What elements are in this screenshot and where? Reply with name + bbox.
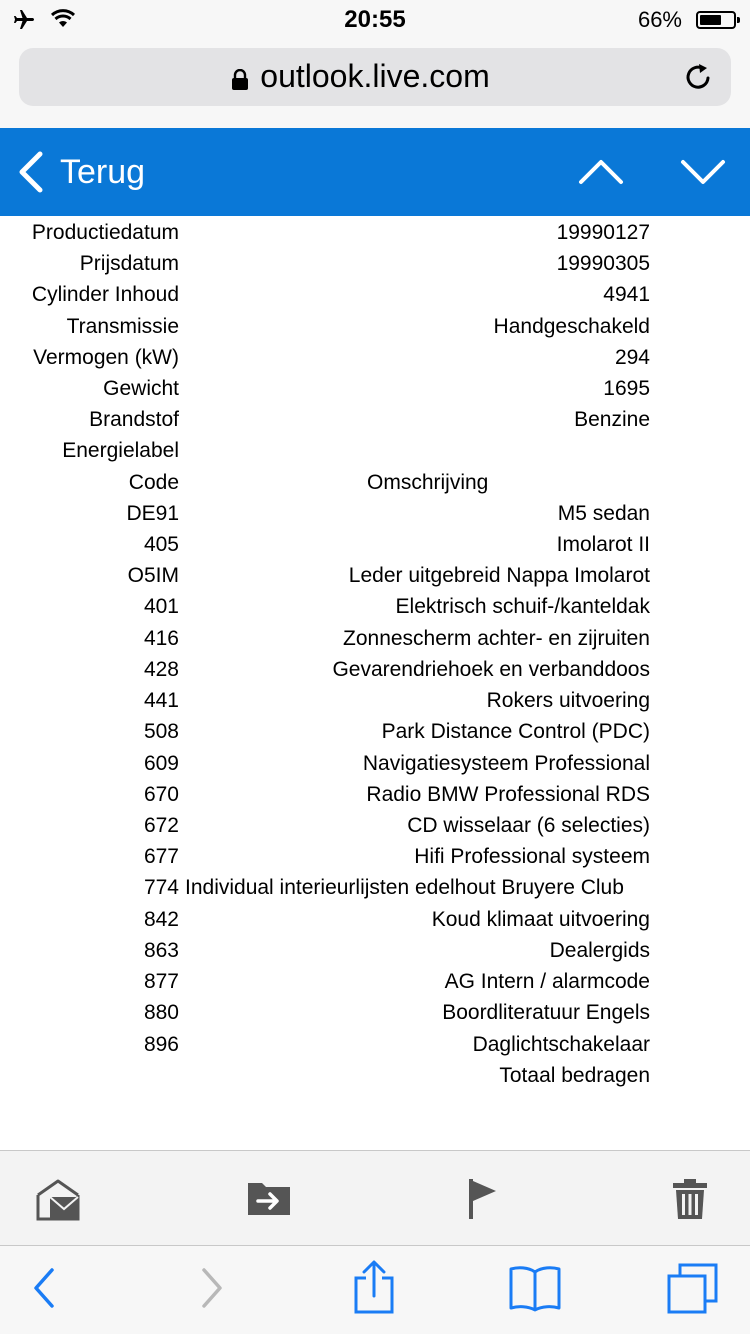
- option-description: Rokers uitvoering: [486, 689, 650, 712]
- share-icon[interactable]: [352, 1260, 396, 1316]
- option-row: [0, 935, 750, 966]
- spec-label: Transmissie: [66, 315, 179, 338]
- browser-back-icon[interactable]: [28, 1264, 58, 1312]
- option-row: [0, 623, 750, 654]
- mail-action-toolbar: [0, 1150, 750, 1246]
- option-code: 896: [143, 1033, 179, 1056]
- spec-row: [0, 373, 750, 404]
- back-label: Terug: [60, 152, 146, 191]
- message-body: [0, 216, 750, 1150]
- spec-value: 4941: [603, 283, 650, 306]
- option-code: 677: [143, 845, 179, 868]
- battery-icon: [696, 11, 736, 29]
- spec-label: Brandstof: [89, 408, 179, 431]
- option-row: [0, 966, 750, 997]
- option-code: 405: [143, 533, 179, 556]
- option-code: O5IM: [127, 564, 179, 587]
- spec-label: Vermogen (kW): [33, 346, 179, 369]
- delete-trash-icon[interactable]: [672, 1177, 708, 1221]
- option-code: 401: [143, 595, 179, 618]
- option-row: [0, 997, 750, 1028]
- option-description: Leder uitgebreid Nappa Imolarot: [348, 564, 650, 587]
- option-row: [0, 904, 750, 935]
- spec-row: [0, 404, 750, 435]
- option-row: [0, 872, 750, 903]
- option-description: Hifi Professional systeem: [414, 845, 650, 868]
- option-description: Zonnescherm achter- en zijruiten: [343, 627, 650, 650]
- spec-value: 19990305: [556, 252, 650, 275]
- options-header-row: [0, 467, 750, 498]
- chevron-left-icon: [16, 150, 44, 194]
- option-description: AG Intern / alarmcode: [444, 970, 650, 993]
- spec-row: [0, 342, 750, 373]
- spec-label: Gewicht: [103, 377, 179, 400]
- spec-label: Cylinder Inhoud: [31, 283, 179, 306]
- option-code: 508: [143, 720, 179, 743]
- option-code: 880: [143, 1001, 179, 1024]
- option-row: [0, 591, 750, 622]
- spec-label: Productiedatum: [31, 221, 179, 244]
- option-description: Imolarot II: [556, 533, 650, 556]
- address-bar[interactable]: [19, 48, 731, 106]
- option-description: Gevarendriehoek en verbanddoos: [332, 658, 650, 681]
- spec-value: 1695: [603, 377, 650, 400]
- browser-url-area: [0, 40, 750, 128]
- description-header: Omschrijving: [367, 471, 489, 494]
- option-description: Boordliteratuur Engels: [442, 1001, 650, 1024]
- message-nav-bar: [0, 128, 750, 216]
- total-label: Totaal bedragen: [499, 1064, 650, 1087]
- browser-forward-icon[interactable]: [196, 1264, 226, 1312]
- option-description: Radio BMW Professional RDS: [366, 783, 650, 806]
- option-row: [0, 1029, 750, 1060]
- code-header: Code: [128, 471, 179, 494]
- option-description: Individual interieurlijsten edelhout Bruyere Club: [185, 876, 624, 899]
- option-row: [0, 654, 750, 685]
- option-row: [0, 685, 750, 716]
- spec-value: Handgeschakeld: [493, 315, 650, 338]
- browser-toolbar: [0, 1246, 750, 1334]
- flag-icon[interactable]: [466, 1177, 500, 1221]
- back-button[interactable]: [16, 148, 145, 196]
- spec-value: 294: [614, 346, 650, 369]
- spec-label: Energielabel: [62, 439, 179, 462]
- option-row: [0, 748, 750, 779]
- spec-value: 19990127: [556, 221, 650, 244]
- total-row: [0, 1060, 750, 1091]
- option-code: 672: [143, 814, 179, 837]
- option-row: [0, 810, 750, 841]
- clock: 20:55: [344, 6, 406, 33]
- bookmarks-icon[interactable]: [508, 1264, 562, 1312]
- mark-read-open-envelope-icon[interactable]: [34, 1177, 82, 1221]
- option-code: 441: [143, 689, 179, 712]
- spec-value: Benzine: [574, 408, 650, 431]
- battery-percentage: 66%: [637, 7, 682, 32]
- option-code: 877: [143, 970, 179, 993]
- option-code: 428: [143, 658, 179, 681]
- option-row: [0, 529, 750, 560]
- reload-icon[interactable]: [683, 61, 715, 93]
- option-row: [0, 716, 750, 747]
- option-code: 609: [143, 752, 179, 775]
- option-code: 774: [143, 876, 179, 899]
- next-message-chevron-down-icon[interactable]: [679, 158, 727, 186]
- option-description: Elektrisch schuif-/kanteldak: [395, 595, 650, 618]
- spec-label: Prijsdatum: [79, 252, 179, 275]
- option-description: Navigatiesysteem Professional: [362, 752, 650, 775]
- option-description: CD wisselaar (6 selecties): [407, 814, 650, 837]
- spec-row: [0, 248, 750, 279]
- spec-row: [0, 435, 750, 466]
- option-code: 670: [143, 783, 179, 806]
- move-to-folder-icon[interactable]: [246, 1177, 292, 1217]
- url-text[interactable]: outlook.live.com: [260, 58, 490, 94]
- option-description: Koud klimaat uitvoering: [431, 908, 650, 931]
- option-description: Park Distance Control (PDC): [381, 720, 650, 743]
- option-code: 842: [143, 908, 179, 931]
- previous-message-chevron-up-icon[interactable]: [577, 158, 625, 186]
- option-description: M5 sedan: [557, 502, 650, 525]
- option-description: Daglichtschakelaar: [472, 1033, 650, 1056]
- option-code: DE91: [126, 502, 179, 525]
- option-description: Dealergids: [549, 939, 650, 962]
- status-bar: [0, 0, 750, 40]
- option-row: [0, 779, 750, 810]
- option-row: [0, 841, 750, 872]
- option-code: 416: [143, 627, 179, 650]
- spec-row: [0, 217, 750, 248]
- tabs-icon[interactable]: [666, 1262, 720, 1314]
- option-row: [0, 498, 750, 529]
- option-row: [0, 560, 750, 591]
- option-code: 863: [143, 939, 179, 962]
- spec-row: [0, 279, 750, 310]
- spec-row: [0, 311, 750, 342]
